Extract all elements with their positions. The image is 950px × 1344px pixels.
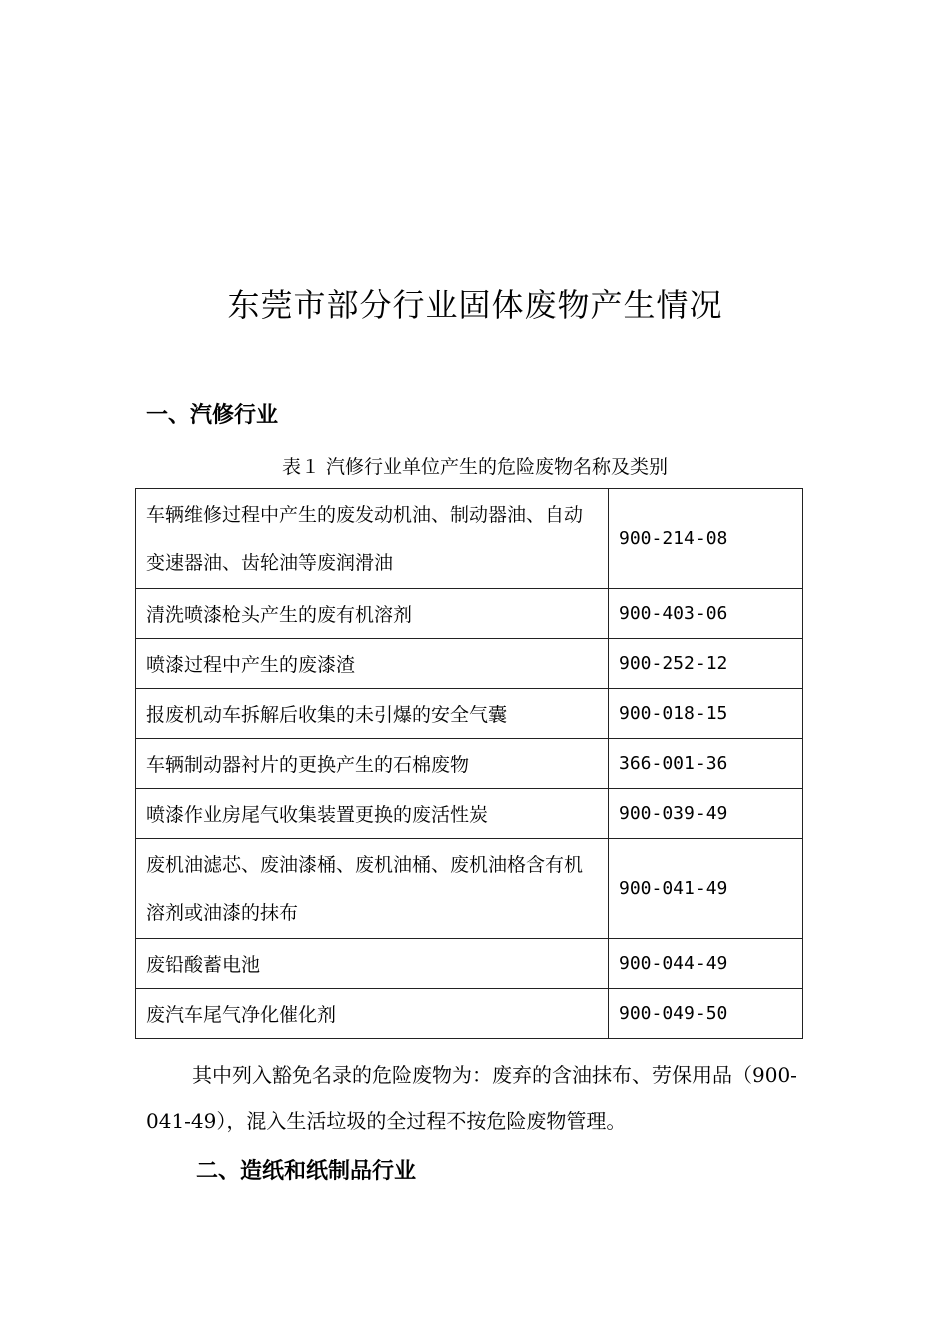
table-row [136, 639, 803, 689]
exemption-paragraph: 其中列入豁免名录的危险废物为：废弃的含油抹布、劳保用品（900-041-49），混入生活垃圾的全过程不按危险废物管理。 [146, 1063, 797, 1133]
table-caption: 表１ 汽修行业单位产生的危险废物名称及类别 [281, 456, 669, 478]
waste-code-cell: 900-214-08 [609, 489, 803, 589]
waste-name-cell: 车辆维修过程中产生的废发动机油、制动器油、自动变速器油、齿轮油等废润滑油 [136, 489, 609, 589]
waste-code-cell: 900-252-12 [609, 639, 803, 689]
hazardous-waste-table [135, 488, 803, 1039]
waste-name-cell: 废汽车尾气净化催化剂 [136, 989, 609, 1039]
table-row [136, 739, 803, 789]
waste-code-cell: 900-039-49 [609, 789, 803, 839]
waste-code-cell: 900-403-06 [609, 589, 803, 639]
waste-name-cell: 废铅酸蓄电池 [136, 939, 609, 989]
waste-name-cell: 喷漆作业房尾气收集装置更换的废活性炭 [136, 789, 609, 839]
waste-code-cell: 900-041-49 [609, 839, 803, 939]
table-row [136, 789, 803, 839]
table-row [136, 489, 803, 589]
waste-name-cell: 清洗喷漆枪头产生的废有机溶剂 [136, 589, 609, 639]
waste-name-cell: 车辆制动器衬片的更换产生的石棉废物 [136, 739, 609, 789]
waste-code-cell: 900-018-15 [609, 689, 803, 739]
waste-name-cell: 废机油滤芯、废油漆桶、废机油桶、废机油格含有机溶剂或油漆的抹布 [136, 839, 609, 939]
table-row [136, 989, 803, 1039]
waste-code-cell: 366-001-36 [609, 739, 803, 789]
waste-name-cell: 喷漆过程中产生的废漆渣 [136, 639, 609, 689]
section-heading-auto-repair: 一、汽修行业 [146, 403, 279, 428]
waste-code-cell: 900-044-49 [609, 939, 803, 989]
table-row [136, 839, 803, 939]
waste-name-cell: 报废机动车拆解后收集的未引爆的安全气囊 [136, 689, 609, 739]
waste-code-cell: 900-049-50 [609, 989, 803, 1039]
page-title: 东莞市部分行业固体废物产生情况 [227, 286, 723, 324]
table-row [136, 689, 803, 739]
section-heading-paper-industry: 二、造纸和纸制品行业 [196, 1159, 417, 1184]
table-row [136, 589, 803, 639]
table-row [136, 939, 803, 989]
